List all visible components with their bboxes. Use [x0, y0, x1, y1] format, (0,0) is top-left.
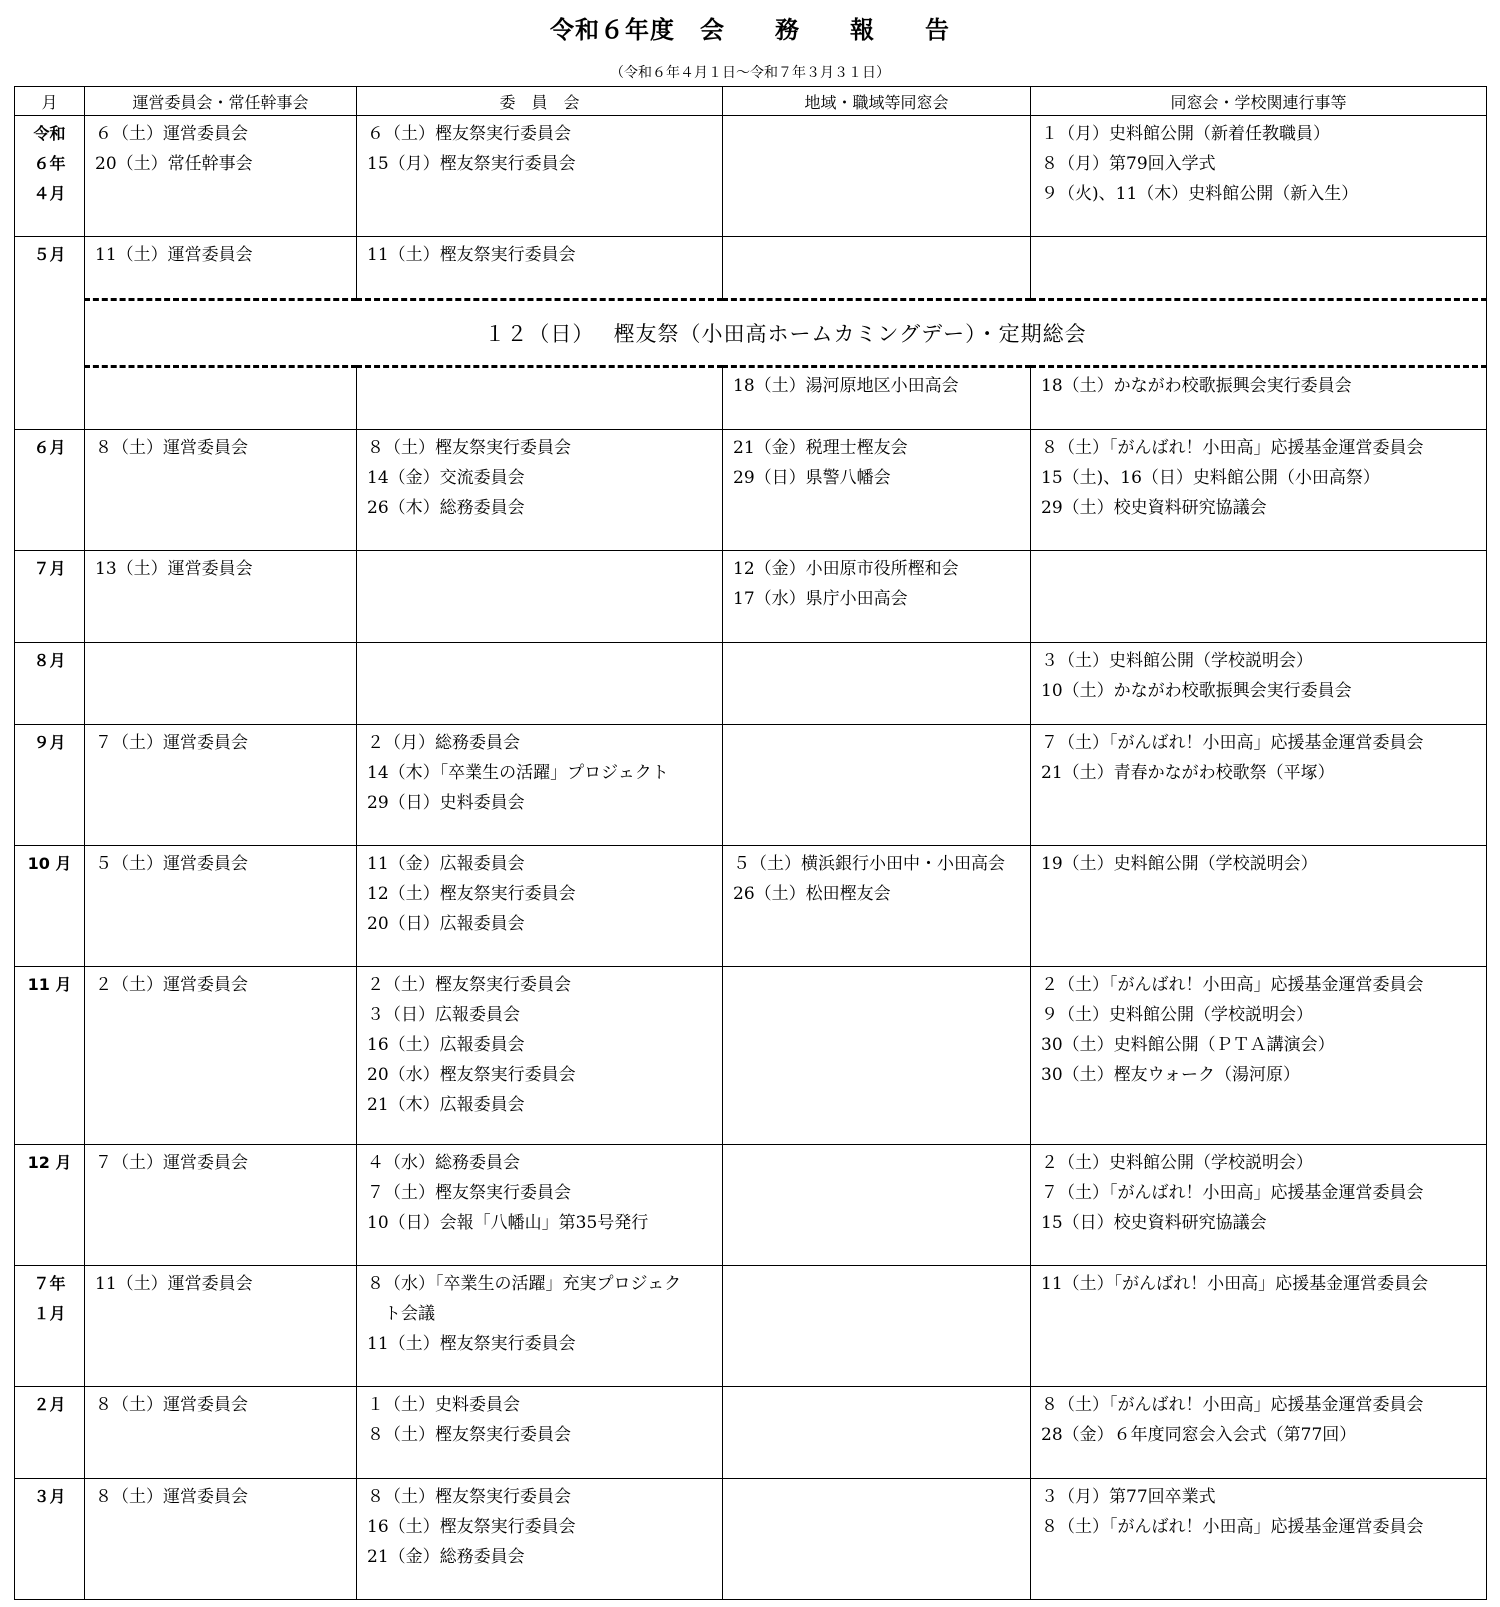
- committee-cell: [357, 725, 723, 846]
- month-label: ６年: [33, 154, 66, 173]
- event-item: ８（土）樫友祭実行委員会: [367, 438, 571, 458]
- month-cell: [15, 725, 85, 846]
- event-item: 12（土）樫友祭実行委員会: [367, 884, 576, 904]
- event-item: 28（金）６年度同窓会入会式（第77回）: [1041, 1425, 1357, 1445]
- month-label: 10 月: [27, 854, 72, 873]
- month-label: ５月: [33, 245, 66, 264]
- committee-cell: [357, 116, 723, 237]
- event-item: ９（火)、11（木）史料館公開（新入生）: [1041, 184, 1359, 204]
- steering-cell: [85, 643, 357, 725]
- committee-cell: [357, 1145, 723, 1266]
- event-item: 21（木）広報委員会: [367, 1095, 525, 1115]
- table-row: [15, 1266, 1487, 1387]
- table-row: [15, 430, 1487, 551]
- month-label: ２月: [33, 1395, 66, 1414]
- activity-report-table: [14, 86, 1487, 1600]
- event-item: 29（日）県警八幡会: [733, 468, 891, 488]
- event-item: ６（土）樫友祭実行委員会: [367, 124, 571, 144]
- event-item: ８（水）「卒業生の活躍」充実プロジェク: [367, 1274, 682, 1294]
- table-row: [15, 725, 1487, 846]
- month-cell: [15, 846, 85, 967]
- events-cell: [1031, 1387, 1487, 1479]
- event-item: ７（土）運営委員会: [95, 733, 248, 753]
- month-cell: [15, 1387, 85, 1479]
- committee-cell: [357, 1479, 723, 1600]
- month-label: ９月: [33, 733, 66, 752]
- event-item: ３（月）第77回卒業式: [1041, 1487, 1216, 1507]
- committee-cell: [357, 1387, 723, 1479]
- month-cell: [15, 1479, 85, 1600]
- event-item: 17（水）県庁小田高会: [733, 589, 908, 609]
- header-month: 月: [15, 87, 85, 116]
- event-item: ８（月）第79回入学式: [1041, 154, 1216, 174]
- events-cell: [1031, 367, 1487, 430]
- month-label: ４月: [33, 184, 66, 203]
- event-item: 19（土）史料館公開（学校説明会）: [1041, 854, 1318, 874]
- event-item: 11（土）樫友祭実行委員会: [367, 245, 576, 265]
- event-item: 14（木）「卒業生の活躍」プロジェクト: [367, 763, 669, 783]
- event-item: 11（土）「がんばれ！小田高」応援基金運営委員会: [1041, 1274, 1429, 1294]
- regional-cell: [723, 1387, 1031, 1479]
- month-cell: [15, 643, 85, 725]
- event-item: 18（土）かながわ校歌振興会実行委員会: [1041, 376, 1352, 396]
- event-item: ト会議: [367, 1304, 435, 1324]
- event-item: 11（土）運営委員会: [95, 1274, 253, 1294]
- committee-cell: [357, 367, 723, 430]
- committee-cell: [357, 237, 723, 300]
- event-item: 18（土）湯河原地区小田高会: [733, 376, 959, 396]
- month-cell: [15, 551, 85, 643]
- events-cell: [1031, 116, 1487, 237]
- month-cell: [15, 430, 85, 551]
- event-item: 29（日）史料委員会: [367, 793, 525, 813]
- committee-cell: [357, 846, 723, 967]
- steering-cell: [85, 1145, 357, 1266]
- month-cell: [15, 116, 85, 237]
- events-cell: [1031, 1145, 1487, 1266]
- event-item: 12（金）小田原市役所樫和会: [733, 559, 959, 579]
- event-item: ２（土）樫友祭実行委員会: [367, 975, 571, 995]
- general-meeting-band-row: [15, 300, 1487, 367]
- event-item: ８（土）運営委員会: [95, 1487, 248, 1507]
- table-row: [15, 1145, 1487, 1266]
- regional-cell: [723, 846, 1031, 967]
- month-cell: [15, 1266, 85, 1387]
- table-row: [15, 846, 1487, 967]
- steering-cell: [85, 846, 357, 967]
- event-item: １（土）史料委員会: [367, 1395, 520, 1415]
- events-cell: [1031, 1479, 1487, 1600]
- event-item: ３（日）広報委員会: [367, 1005, 520, 1025]
- event-item: ３（土）史料館公開（学校説明会）: [1041, 651, 1313, 671]
- event-item: ２（土）史料館公開（学校説明会）: [1041, 1153, 1313, 1173]
- event-item: 10（土）かながわ校歌振興会実行委員会: [1041, 681, 1352, 701]
- event-item: 15（月）樫友祭実行委員会: [367, 154, 576, 174]
- regional-cell: [723, 1479, 1031, 1600]
- event-item: ７（土）「がんばれ！小田高」応援基金運営委員会: [1041, 1183, 1424, 1203]
- event-item: 15（日）校史資料研究協議会: [1041, 1213, 1267, 1233]
- event-item: 20（水）樫友祭実行委員会: [367, 1065, 576, 1085]
- event-item: 21（金）総務委員会: [367, 1547, 525, 1567]
- month-cell: [15, 237, 85, 430]
- steering-cell: [85, 1266, 357, 1387]
- event-item: ５（土）運営委員会: [95, 854, 248, 874]
- table-row: [15, 551, 1487, 643]
- regional-cell: [723, 237, 1031, 300]
- event-item: ２（土）運営委員会: [95, 975, 248, 995]
- table-row: [15, 643, 1487, 725]
- table-row: [15, 1387, 1487, 1479]
- event-item: ８（土）運営委員会: [95, 438, 248, 458]
- month-label: 12 月: [27, 1153, 72, 1172]
- committee-cell: [357, 1266, 723, 1387]
- event-item: ８（土）「がんばれ！小田高」応援基金運営委員会: [1041, 1395, 1424, 1415]
- event-item: 21（金）税理士樫友会: [733, 438, 908, 458]
- regional-cell: [723, 643, 1031, 725]
- event-item: ５（土）横浜銀行小田中・小田高会: [733, 854, 1005, 874]
- event-item: 29（土）校史資料研究協議会: [1041, 498, 1267, 518]
- table-row: [15, 1479, 1487, 1600]
- event-item: ４（水）総務委員会: [367, 1153, 520, 1173]
- table-row: [15, 116, 1487, 237]
- general-meeting-band: １２（日） 樫友祭（小田高ホームカミングデー）・定期総会: [85, 300, 1487, 367]
- month-label: ６月: [33, 438, 66, 457]
- events-cell: [1031, 237, 1487, 300]
- steering-cell: [85, 967, 357, 1145]
- event-item: 15（土)、16（日）史料館公開（小田高祭）: [1041, 468, 1380, 488]
- committee-cell: [357, 551, 723, 643]
- event-item: 11（土）樫友祭実行委員会: [367, 1334, 576, 1354]
- header-committees: 委 員 会: [357, 87, 723, 116]
- event-item: 30（土）樫友ウォーク（湯河原）: [1041, 1065, 1300, 1085]
- event-item: ８（土）「がんばれ！小田高」応援基金運営委員会: [1041, 1517, 1424, 1537]
- page-title: 令和６年度 会 務 報 告: [550, 16, 950, 44]
- event-item: ７（土）「がんばれ！小田高」応援基金運営委員会: [1041, 733, 1424, 753]
- events-cell: [1031, 430, 1487, 551]
- regional-cell: [723, 430, 1031, 551]
- steering-cell: [85, 367, 357, 430]
- month-label: ３月: [33, 1487, 66, 1506]
- steering-cell: [85, 116, 357, 237]
- event-item: 16（土）樫友祭実行委員会: [367, 1517, 576, 1537]
- event-item: 14（金）交流委員会: [367, 468, 525, 488]
- event-item: ２（土）「がんばれ！小田高」応援基金運営委員会: [1041, 975, 1424, 995]
- header-regional-alumni: 地域・職域等同窓会: [723, 87, 1031, 116]
- month-label: ８月: [33, 651, 66, 670]
- table-row: [15, 967, 1487, 1145]
- month-label: 令和: [33, 124, 66, 143]
- events-cell: [1031, 1266, 1487, 1387]
- report-period: （令和６年４月１日～令和７年３月３１日）: [610, 65, 890, 81]
- event-item: 13（土）運営委員会: [95, 559, 253, 579]
- event-item: ８（土）樫友祭実行委員会: [367, 1487, 571, 1507]
- events-cell: [1031, 643, 1487, 725]
- month-label: １月: [33, 1304, 66, 1323]
- steering-cell: [85, 725, 357, 846]
- header-school-events: 同窓会・学校関連行事等: [1031, 87, 1487, 116]
- regional-cell: [723, 1145, 1031, 1266]
- event-item: ７（土）樫友祭実行委員会: [367, 1183, 571, 1203]
- event-item: ７（土）運営委員会: [95, 1153, 248, 1173]
- event-item: ２（月）総務委員会: [367, 733, 520, 753]
- regional-cell: [723, 725, 1031, 846]
- steering-cell: [85, 1387, 357, 1479]
- events-cell: [1031, 551, 1487, 643]
- committee-cell: [357, 643, 723, 725]
- event-item: ６（土）運営委員会: [95, 124, 248, 144]
- header-steering-committee: 運営委員会・常任幹事会: [85, 87, 357, 116]
- table-header-row: [15, 87, 1487, 116]
- event-item: ８（土）運営委員会: [95, 1395, 248, 1415]
- event-item: 21（土）青春かながわ校歌祭（平塚）: [1041, 763, 1335, 783]
- event-item: ９（土）史料館公開（学校説明会）: [1041, 1005, 1313, 1025]
- event-item: 11（土）運営委員会: [95, 245, 253, 265]
- event-item: 10（日）会報「八幡山」第35号発行: [367, 1213, 649, 1233]
- regional-cell: [723, 1266, 1031, 1387]
- regional-cell: [723, 551, 1031, 643]
- event-item: 30（土）史料館公開（ＰＴＡ講演会）: [1041, 1035, 1335, 1055]
- event-item: 11（金）広報委員会: [367, 854, 525, 874]
- month-cell: [15, 967, 85, 1145]
- regional-cell: [723, 967, 1031, 1145]
- event-item: 16（土）広報委員会: [367, 1035, 525, 1055]
- steering-cell: [85, 430, 357, 551]
- event-item: 26（木）総務委員会: [367, 498, 525, 518]
- committee-cell: [357, 967, 723, 1145]
- events-cell: [1031, 967, 1487, 1145]
- committee-cell: [357, 430, 723, 551]
- month-label: ７月: [33, 559, 66, 578]
- event-item: 26（土）松田樫友会: [733, 884, 891, 904]
- event-item: 20（土）常任幹事会: [95, 154, 253, 174]
- table-row: [15, 237, 1487, 300]
- regional-cell: [723, 116, 1031, 237]
- event-item: １（月）史料館公開（新着任教職員）: [1041, 124, 1330, 144]
- events-cell: [1031, 846, 1487, 967]
- month-label: ７年: [33, 1274, 66, 1293]
- month-label: 11 月: [27, 975, 72, 994]
- steering-cell: [85, 237, 357, 300]
- table-row: [15, 367, 1487, 430]
- regional-cell: [723, 367, 1031, 430]
- event-item: ８（土）樫友祭実行委員会: [367, 1425, 571, 1445]
- steering-cell: [85, 551, 357, 643]
- event-item: ８（土）「がんばれ！小田高」応援基金運営委員会: [1041, 438, 1424, 458]
- events-cell: [1031, 725, 1487, 846]
- month-cell: [15, 1145, 85, 1266]
- steering-cell: [85, 1479, 357, 1600]
- event-item: 20（日）広報委員会: [367, 914, 525, 934]
